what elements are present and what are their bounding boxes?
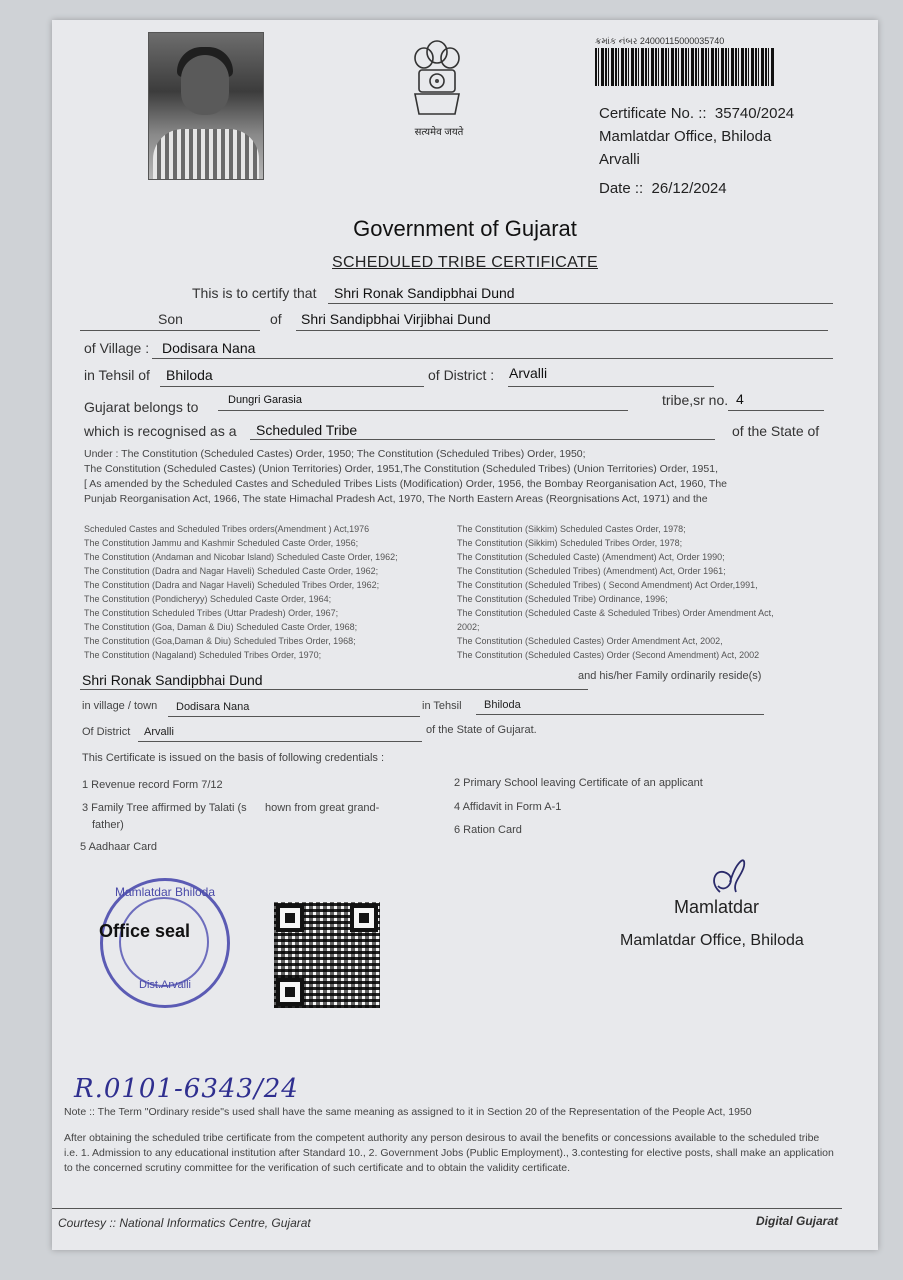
tribe-sr-value: 4 <box>736 391 744 407</box>
res-village-label: in village / town <box>82 700 158 712</box>
tehsil-value: Bhiloda <box>166 367 213 383</box>
office-seal <box>100 878 230 1008</box>
applicant-name: Shri Ronak Sandipbhai Dund <box>334 285 515 301</box>
res-district-value: Arvalli <box>144 726 174 738</box>
certify-label: This is to certify that <box>192 285 317 301</box>
emblem-motto: सत्यमेव जयते <box>414 127 464 138</box>
father-name: Shri Sandipbhai Virjibhai Dund <box>301 311 491 327</box>
tribe-value: Dungri Garasia <box>228 394 302 406</box>
issuing-district: Arvalli <box>599 151 640 168</box>
credentials-intro: This Certificate is issued on the basis of following credentials : <box>82 752 385 764</box>
under-text: Under : The Constitution (Scheduled Castes) Order, 1950; The Constitution (Scheduled Tribes) Order, 1950; The Constitution (Scheduled Castes) (Union Territories) Order, 1951,The Constitution (Scheduled Tribes) (Union Territories) Order, 1951, [ As amended by the Scheduled Castes and Scheduled Tribes Lists (Modification) Order, 1956, the Bombay Reorganisation Act, 1960, The Punjab Reorganisation Act, 1966, The state Himachal Pradesh Act, 1970, The North Eastern Areas (Reorgnisations Act, 1971) and the <box>84 448 728 505</box>
applicant-photo <box>148 32 264 180</box>
credential-item: father) <box>92 819 124 831</box>
certificate-no: 35740/2024 <box>714 105 795 122</box>
res-village-value: Dodisara Nana <box>176 701 250 713</box>
tehsil-label: in Tehsil of <box>84 367 150 383</box>
qr-code <box>274 902 380 1008</box>
footer-courtesy: Courtesy :: National Informatics Centre, Gujarat <box>58 1216 311 1230</box>
government-title: Government of Gujarat <box>353 216 577 241</box>
certificate-no-label: Certificate No. :: <box>599 105 707 122</box>
orders-right-list: The Constitution (Sikkim) Scheduled Castes Order, 1978; The Constitution (Sikkim) Scheduled Tribes Order, 1978; The Constitution (Scheduled Caste) (Amendment) Act, Order 1990; The Constitution (Scheduled Tribes) (Amendment) Act, Order 1961; The Constitution (Scheduled Tribes) ( Second Amendment) Act Order,1991, The Constitution (Scheduled Tribe) Ordinance, 1996; The Constitution (Scheduled Caste & Scheduled Tribes) Order Amendment Act, 2002; The Constitution (Scheduled Castes) Order Amendment Act, 2002, The Constitution (Scheduled Castes) Order (Second Amendment) Act, 2002 <box>457 524 774 660</box>
barcode <box>595 48 775 86</box>
district-value: Arvalli <box>509 365 548 381</box>
credential-item: 3 Family Tree affirmed by Talati (s hown from great grand- <box>82 802 380 814</box>
seal-ring-bottom: Dist.Arvalli <box>139 979 191 991</box>
signature-icon <box>706 852 756 900</box>
res-tehsil-value: Bhiloda <box>484 699 521 711</box>
seal-emblem-ring <box>119 897 209 987</box>
state-label: of the State of <box>732 423 820 439</box>
signatory-office: Mamlatdar Office, Bhiloda <box>620 932 804 949</box>
issuing-office: Mamlatdar Office, Bhiloda <box>599 128 772 145</box>
credential-item: 6 Ration Card <box>454 824 522 836</box>
seal-ring-top: Mamlatdar Bhiloda <box>114 885 216 899</box>
of-label: of <box>270 311 282 327</box>
credential-item: 2 Primary School leaving Certificate of an applicant <box>454 777 703 789</box>
note-line: Note :: The Term "Ordinary reside"s used shall have the same meaning as assigned to it in Section 20 of the Representation of the People Act, 1950 <box>64 1106 752 1118</box>
seal-text: Office seal <box>99 921 191 941</box>
relation: Son <box>158 311 183 327</box>
national-emblem-icon <box>407 36 467 122</box>
res-tehsil-label: in Tehsil <box>422 700 462 712</box>
certificate-date <box>599 180 727 197</box>
certificate-title: SCHEDULED TRIBE CERTIFICATE <box>332 254 598 271</box>
village-value: Dodisara Nana <box>162 340 256 356</box>
res-state-text: of the State of Gujarat. <box>426 724 537 736</box>
credential-item: 5 Aadhaar Card <box>80 841 158 853</box>
resident-name: Shri Ronak Sandipbhai Dund <box>82 672 263 688</box>
village-label: of Village : <box>84 340 150 356</box>
tribe-sr-label: tribe,sr no. <box>662 392 729 408</box>
date-value: 26/12/2024 <box>651 180 727 197</box>
signatory-title: Mamlatdar <box>674 897 760 917</box>
belongs-label: Gujarat belongs to <box>84 399 199 415</box>
date-label: Date :: <box>599 180 644 197</box>
certificate-info <box>599 102 794 171</box>
credential-item: 1 Revenue record Form 7/12 <box>82 779 223 791</box>
handwritten-reference: R.0101-6343/24 <box>74 1074 299 1104</box>
recognised-label: which is recognised as a <box>84 423 237 439</box>
family-text: and his/her Family ordinarily reside(s) <box>578 670 762 682</box>
credential-item: 4 Affidavit in Form A-1 <box>454 801 562 813</box>
footer-brand: Digital Gujarat <box>755 1214 838 1228</box>
recognised-value: Scheduled Tribe <box>256 422 358 438</box>
orders-left-list: Scheduled Castes and Scheduled Tribes orders(Amendment ) Act,1976 The Constitution Jammu and Kashmir Scheduled Caste Order, 1956; The Constitution (Andaman and Nicobar Island) Scheduled Caste Order, 1962; The Constitution (Dadra and Nagar Haveli) Scheduled Caste Order, 1962; The Constitution (Dadra and Nagar Haveli) Scheduled Tribes Order, 1962; The Constitution (Pondicheryy) Scheduled Caste Order, 1964; The Constitution Scheduled Tribes (Uttar Pradesh) Order, 1967; The Constitution (Goa, Daman & Diu) Scheduled Caste Order, 1968; The Constitution (Goa,Daman & Diu) Scheduled Tribes Order, 1968; The Constitution (Nagaland) Scheduled Tribes Order, 1970; <box>84 524 398 660</box>
certificate-page <box>52 20 878 1250</box>
footer-divider <box>52 1208 842 1209</box>
note-paragraph: After obtaining the scheduled tribe certificate from the competent authority any person desirous to avail the benefits or concessions available to the scheduled tribe i.e. 1. Admission to any educational institution after Standard 10., 2. Government Jobs (Public Employment)., 3.contesting for elective posts, shall make an application to the concerned scrutiny committee for the verification of such certificate and to obtain the validity certificate. <box>64 1132 834 1174</box>
res-district-label: Of District <box>82 726 131 738</box>
barcode-number: ક્રમાંક નંબર 24000115000035740 <box>595 36 725 46</box>
district-label: of District : <box>428 367 495 383</box>
